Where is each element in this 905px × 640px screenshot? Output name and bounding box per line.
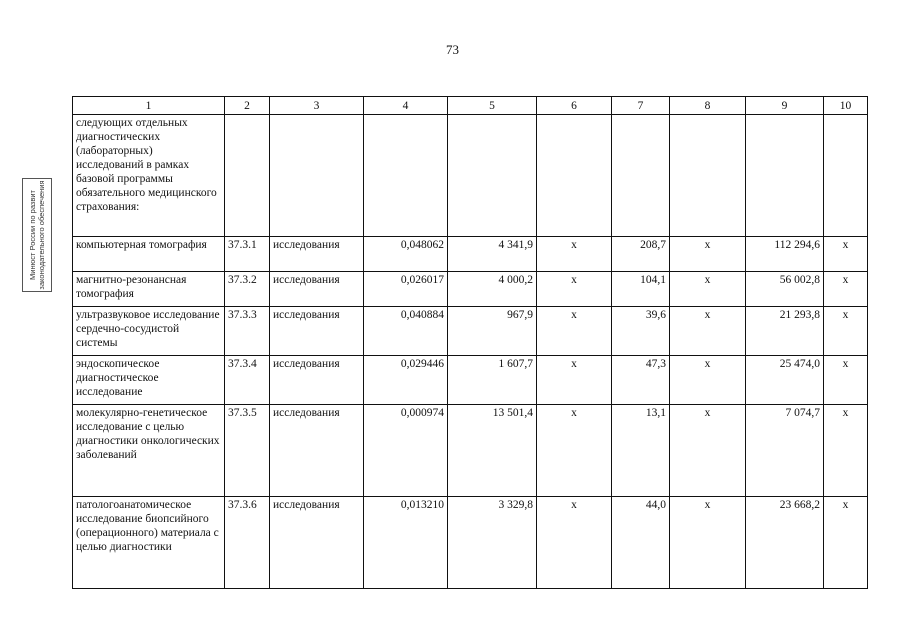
value-cell: x xyxy=(537,272,612,307)
column-number: 6 xyxy=(537,97,612,115)
value-cell: 0,048062 xyxy=(364,237,448,272)
column-number: 9 xyxy=(746,97,824,115)
value-cell: x xyxy=(670,237,746,272)
value-cell: x xyxy=(537,405,612,497)
value-cell: 1 607,7 xyxy=(448,356,537,405)
table-row xyxy=(73,272,868,307)
column-number: 3 xyxy=(270,97,364,115)
value-cell: x xyxy=(670,356,746,405)
page-number: 73 xyxy=(446,42,459,57)
stamp-line: Минюст России по развит xyxy=(28,190,37,280)
value-cell: x xyxy=(537,497,612,589)
value-cell: 0,013210 xyxy=(364,497,448,589)
unit-cell: исследования xyxy=(270,237,364,272)
value-cell: 4 341,9 xyxy=(448,237,537,272)
value-cell: x xyxy=(824,356,868,405)
service-name: эндоскопическое диагностическое исследование xyxy=(73,356,225,405)
value-cell: 3 329,8 xyxy=(448,497,537,589)
unit-cell: исследования xyxy=(270,405,364,497)
section-intro-text: следующих отдельных диагностических (лабораторных) исследований в рамках базовой программы обязательного медицинского страхования: xyxy=(73,115,225,237)
service-name: ультразвуковое исследование сердечно-сосудистой системы xyxy=(73,307,225,356)
value-cell: x xyxy=(537,356,612,405)
table-row xyxy=(73,356,868,405)
column-number: 7 xyxy=(612,97,670,115)
value-cell: 25 474,0 xyxy=(746,356,824,405)
registration-stamp xyxy=(22,178,52,292)
section-intro-row xyxy=(73,115,868,237)
row-code: 37.3.6 xyxy=(225,497,270,589)
value-cell: x xyxy=(824,497,868,589)
value-cell: x xyxy=(824,237,868,272)
value-cell: 56 002,8 xyxy=(746,272,824,307)
column-number: 10 xyxy=(824,97,868,115)
service-name: патологоанатомическое исследование биопсийного (операционного) материала с целью диагностики xyxy=(73,497,225,589)
value-cell: 208,7 xyxy=(612,237,670,272)
stamp-line: законодательного обеспечения xyxy=(37,180,46,290)
column-number: 2 xyxy=(225,97,270,115)
row-code: 37.3.3 xyxy=(225,307,270,356)
value-cell: 4 000,2 xyxy=(448,272,537,307)
unit-cell: исследования xyxy=(270,497,364,589)
unit-cell: исследования xyxy=(270,307,364,356)
value-cell: x xyxy=(824,272,868,307)
table-row xyxy=(73,237,868,272)
table-row xyxy=(73,405,868,497)
value-cell: x xyxy=(824,405,868,497)
row-code: 37.3.5 xyxy=(225,405,270,497)
value-cell: 44,0 xyxy=(612,497,670,589)
value-cell: 47,3 xyxy=(612,356,670,405)
service-name: компьютерная томография xyxy=(73,237,225,272)
value-cell: 23 668,2 xyxy=(746,497,824,589)
column-number: 4 xyxy=(364,97,448,115)
value-cell: x xyxy=(670,497,746,589)
row-code: 37.3.1 xyxy=(225,237,270,272)
column-number: 1 xyxy=(73,97,225,115)
row-code: 37.3.4 xyxy=(225,356,270,405)
table-row xyxy=(73,307,868,356)
value-cell: 112 294,6 xyxy=(746,237,824,272)
value-cell: 13,1 xyxy=(612,405,670,497)
unit-cell: исследования xyxy=(270,356,364,405)
value-cell: 7 074,7 xyxy=(746,405,824,497)
value-cell: x xyxy=(824,307,868,356)
value-cell: 13 501,4 xyxy=(448,405,537,497)
value-cell: 0,029446 xyxy=(364,356,448,405)
value-cell: 0,000974 xyxy=(364,405,448,497)
value-cell: 0,040884 xyxy=(364,307,448,356)
value-cell: x xyxy=(537,237,612,272)
column-number-row xyxy=(73,97,868,115)
service-name: молекулярно-генетическое исследование с целью диагностики онкологических заболеваний xyxy=(73,405,225,497)
value-cell: x xyxy=(537,307,612,356)
value-cell: x xyxy=(670,272,746,307)
value-cell: 967,9 xyxy=(448,307,537,356)
unit-cell: исследования xyxy=(270,272,364,307)
value-cell: x xyxy=(670,307,746,356)
service-name: магнитно-резонансная томография xyxy=(73,272,225,307)
column-number: 8 xyxy=(670,97,746,115)
value-cell: x xyxy=(670,405,746,497)
value-cell: 21 293,8 xyxy=(746,307,824,356)
value-cell: 39,6 xyxy=(612,307,670,356)
value-cell: 104,1 xyxy=(612,272,670,307)
value-cell: 0,026017 xyxy=(364,272,448,307)
table-row xyxy=(73,497,868,589)
column-number: 5 xyxy=(448,97,537,115)
tariff-table xyxy=(72,96,868,589)
row-code: 37.3.2 xyxy=(225,272,270,307)
